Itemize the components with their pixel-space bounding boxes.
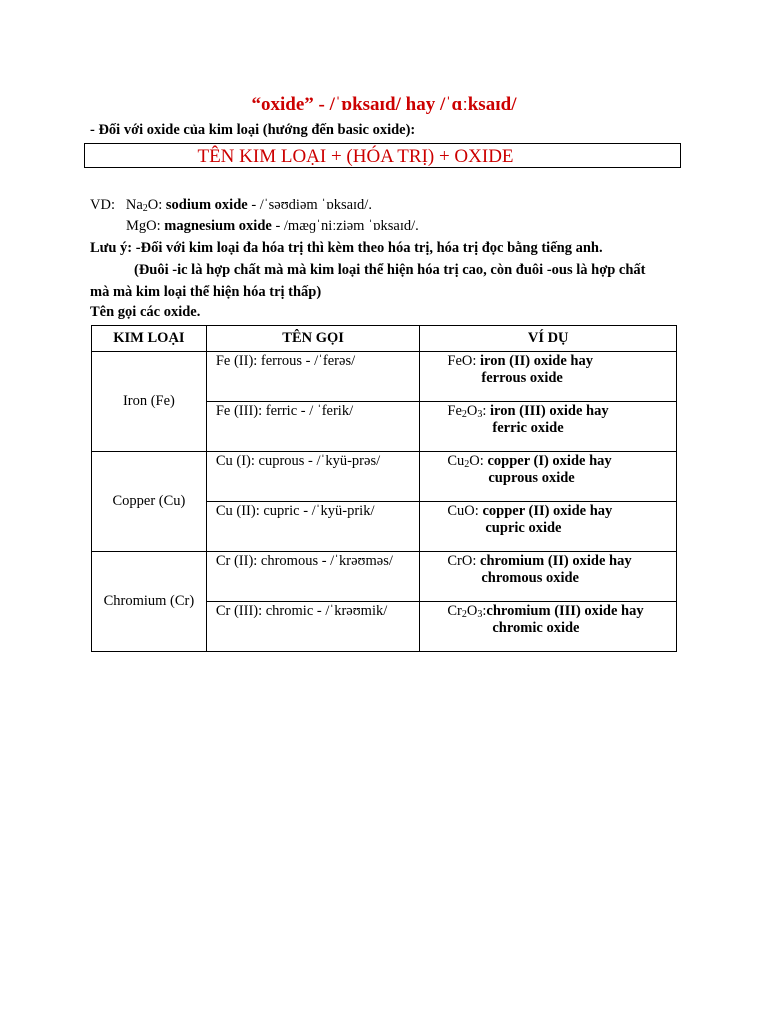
example-name-magnesium-oxide: magnesium oxide [164,218,272,234]
example-formula: CrO: [447,553,481,569]
oxide-name-cell: Cr (III): chromic - /ˈkrəʊmik/ [206,602,420,652]
formula-box [84,143,681,168]
oxide-name-cell: Cu (II): cupric - /ˈkyü-prik/ [206,502,420,552]
example-oxide-name: chromium (II) oxide hay [480,553,632,569]
example-cell [420,502,677,552]
example-cell [420,402,677,452]
example-oxide-name: iron (II) oxide hay [480,353,593,369]
table-row [92,552,677,602]
example-oxide-name: copper (II) oxide hay [482,503,613,519]
metal-cell: Chromium (Cr) [92,552,207,652]
example-cell [420,602,677,652]
header-ten-goi: TÊN GỌI [206,326,420,352]
oxide-name-cell: Fe (II): ferrous - /ˈferəs/ [206,352,420,402]
oxide-name-cell: Cr (II): chromous - /ˈkrəʊməs/ [206,552,420,602]
example-formula: $Cr_2O_3$: [447,603,487,620]
example-ipa-magnesium-oxide: - /mæɡˈniːziəm ˈɒksaɪd/. [271,218,419,234]
metal-cell: Iron (Fe) [92,352,207,452]
table-row [92,452,677,502]
example-formula: $Fe_2O_3$: [447,403,491,420]
section-heading: Tên gọi các oxide. [90,304,201,320]
header-vi-du: VÍ DỤ [420,326,677,352]
example-name-sodium-oxide: sodium oxide [165,197,248,213]
example-ipa-sodium-oxide: - /ˈsəʊdiəm ˈɒksaɪd/. [247,197,372,213]
oxide-name-cell: Fe (III): ferric - / ˈferik/ [206,402,420,452]
example-common-name: ferric oxide [492,420,564,436]
example-common-name: ferrous oxide [481,370,563,386]
example-oxide-name: iron (III) oxide hay [490,403,609,419]
page-title: “oxide” - /ˈɒksaɪd/ hay /ˈɑːksaɪd/ [251,94,517,115]
note-line-2: (Đuôi -ic là hợp chất mà mà kim loại thể hiện hóa trị cao, còn đuôi -ous là hợp chất [134,262,646,278]
example-common-name: cuprous oxide [488,470,575,486]
example-formula: $Cu_2O$: [447,453,488,470]
example-common-name: cupric oxide [485,520,562,536]
oxide-name-cell: Cu (I): cuprous - /ˈkyü-prəs/ [206,452,420,502]
table-header-row [92,326,677,352]
header-kim-loai: KIM LOẠI [92,326,207,352]
example-line-2 [126,218,419,235]
example-cell [420,552,677,602]
note-line-1: Lưu ý: -Đối với kim loại đa hóa trị thì kèm theo hóa trị, hóa trị đọc bằng tiếng anh. [90,240,603,256]
example-cell [420,452,677,502]
intro-text: - Đối với oxide của kim loại (hướng đến basic oxide): [90,122,416,138]
example-common-name: chromic oxide [492,620,580,636]
note-line-3: mà mà kim loại thể hiện hóa trị thấp) [90,284,322,300]
example-formula: CuO: [447,503,483,519]
example-oxide-name: copper (I) oxide hay [487,453,612,469]
metal-cell: Copper (Cu) [92,452,207,552]
formula-text: TÊN KIM LOẠI + (HÓA TRỊ) + OXIDE [197,146,514,167]
example-cell [420,352,677,402]
example-formula-mgo: MgO: [126,218,165,234]
example-formula-na2o: $Na_2O$: [125,197,166,214]
oxide-names-table [91,325,677,652]
example-common-name: chromous oxide [481,570,579,586]
example-prefix: VD: [90,197,115,213]
example-line-1 [90,197,372,214]
example-oxide-name: chromium (III) oxide hay [486,603,644,619]
example-formula: FeO: [447,353,481,369]
table-row [92,352,677,402]
